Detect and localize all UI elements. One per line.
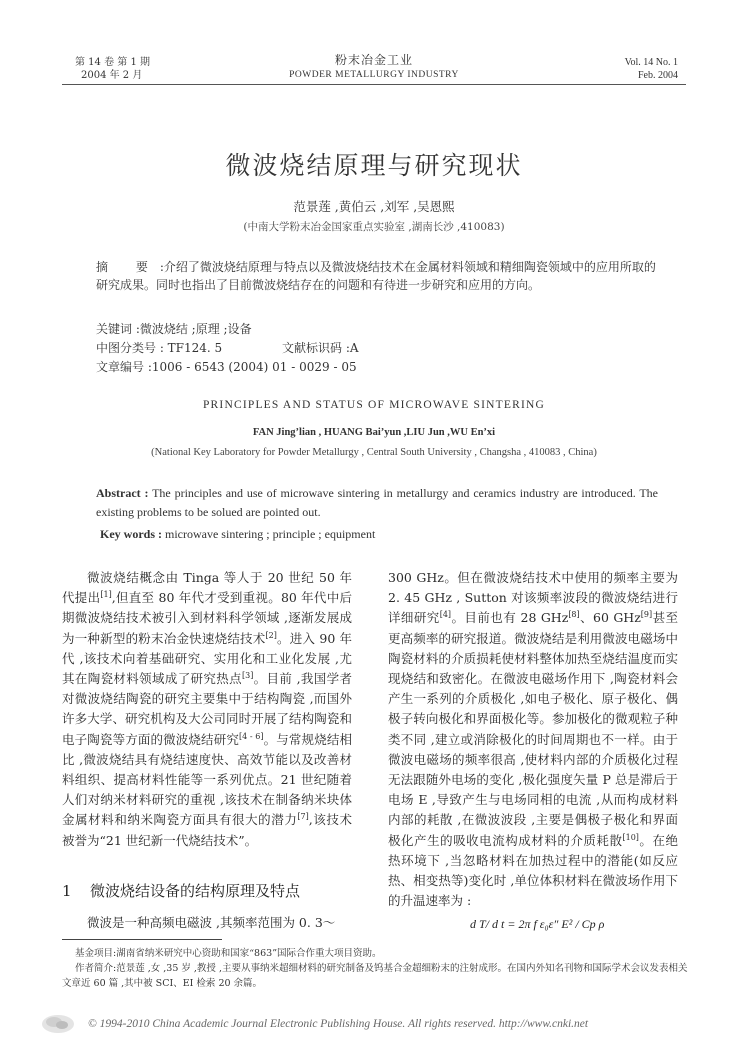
body-left-column [62,568,352,851]
header-rule [62,84,686,85]
journal-name-en: POWDER METALLURGY INDUSTRY [289,70,459,80]
citation: [9] [640,610,653,620]
abstract-cn-label: 摘 要 [96,260,160,274]
citation: [7] [297,812,309,822]
text-run: ,但直至 80 年代才受到重视。80 年代中后期微波烧结技术被引入到材料科学领域 ,逐渐发展成为一种新型的粉末冶金快速烧结技术 [62,590,352,646]
citation: [10] [622,832,639,842]
footnotes [62,946,688,991]
keywords-cn: 关键词 :微波烧结 ;原理 ;设备 [96,322,252,336]
text-run: 。目前 ,我国学者对微波烧结陶瓷的研究主要集中于结构陶瓷 ,而国外许多大学、研究机构及大公司同时开展了结构陶瓷和电子陶瓷等方面的微波烧结研究 [62,671,352,747]
text-run: 、60 GHz [579,610,641,626]
volume-issue: 第 14 卷 第 1 期 [75,57,150,68]
author-bio-note: 作者简介:范景莲 ,女 ,35 岁 ,教授 ,主要从事纳米超细材料的研究制备及钨基合金超细粉末的注射成形。在国内外知名刊物和国际学术会议发表相关文章近 60 篇 ,其中被 SCI、EI 检索 20 余篇。 [62,963,688,989]
text-run: ,该技术被誉为“21 世纪新一代烧结技术”。 [62,812,352,848]
publication-date: 2004 年 2 月 [81,70,143,81]
citation: [4] [439,610,452,620]
text-run: 微波烧结概念由 Tinga 等人于 20 世纪 50 年代提出 [62,570,352,606]
english-affiliation: (National Key Laboratory for Powder Metallurgy , Central South University , Changsha , 410083 , China) [151,447,597,458]
text-run: 。进入 90 年代 ,该技术向着基础研究、实用化和工业化发展 ,尤其在陶瓷材料领域成了研究热点 [62,630,352,687]
abstract-cn-text: :介绍了微波烧结原理与特点以及微波烧结技术在金属材料领域和精细陶瓷领域中的应用所取的研究成果。同时也指出了目前微波烧结存在的问题和有待进一步研究和应用的方向。 [96,260,656,292]
footnote-rule [62,939,222,940]
article-number: 文章编号 :1006 - 6543 (2004) 01 - 0029 - 05 [96,360,357,374]
publication-date-en: Feb. 2004 [638,70,678,81]
text-run: 甚至更高频率的研究报道。微波烧结是利用微波电磁场中陶瓷材料的介质损耗使材料整体加热至烧结温度而实现烧结和致密化。在微波电磁场作用下 ,陶瓷材料会产生一系列的介质极化 ,如电子极化、原子极化、偶极子转向极化和界面极化等。参加极化的微观粒子种类不同 ,建立或消除极化的时间周期也不一样。由于微波电磁场的频率很高 ,使材料内部的介质极化过程无法跟随外电场的变化 ,极化强度矢量 P 总是滞后于电场 E ,导致产生与电场同相的电流 ,从而构成材料内部的耗散 ,在微波波段 ,主要是偶极子极化和界面极化产生的吸收电流构成材料的介质耗散 [388,610,678,848]
body-right-column [388,568,678,911]
author-affiliation: (中南大学粉末冶金国家重点实验室 ,湖南长沙 ,410083) [243,221,505,233]
paper-title: 微波烧结原理与研究现状 [225,151,523,180]
text-run: 。与常规烧结相比 ,微波烧结具有烧结速度快、高效节能以及改善材料组织、提高材料性能等一系列优点。21 世纪随着人们对纳米材料研究的重视 ,该技术在制备纳米块体金属材料和纳米陶瓷方面具有很大的潜力 [62,731,352,828]
text-run: 300 GHz。但在微波烧结技术中使用的频率主要为 2. 45 GHz , Sutton 对该频率波段的微波烧结进行详细研究 [388,570,678,626]
classification-line [96,339,656,357]
journal-volume-info-en [625,56,678,82]
citation: [8] [568,610,580,620]
author-list: 范景莲 ,黄伯云 ,刘军 ,吴恩熙 [293,199,455,214]
english-authors: FAN Jing’lian , HUANG Bai’yun ,LIU Jun ,WU En’xi [252,427,496,438]
text-run: 。目前也有 28 GHz [451,610,569,626]
citation: [3] [241,670,254,680]
section-title: 微波烧结设备的结构原理及特点 [90,882,301,900]
document-code: 文献标识码 :A [282,341,359,355]
principle-paragraph [388,568,678,911]
english-abstract-text: The principles and use of microwave sintering in metallurgy and ceramics industry are introduced. The existing problems to be solued are pointed out. [96,486,659,519]
citation: [1] [100,590,112,600]
heating-rate-formula: d T/ d t = 2π f ε₀ε″ E² / Cp ρ [470,917,605,931]
section-number: 1 [62,882,72,900]
citation: [2] [265,630,277,640]
funding-note: 基金项目:湖南省纳米研究中心资助和国家“863”国际合作重大项目资助。 [75,948,382,959]
english-keywords-label: Key words : [100,527,162,541]
page-footer [40,1012,720,1038]
english-keywords-text: microwave sintering ; principle ; equipment [162,527,376,541]
abstract-cn [96,258,656,294]
cnki-logo-icon [40,1012,76,1034]
english-abstract-label: Abstract : [96,486,149,500]
english-title: PRINCIPLES AND STATUS OF MICROWAVE SINTERING [202,399,546,411]
citation: [4 - 6] [238,731,264,741]
english-keywords [100,527,375,542]
english-abstract [96,484,658,522]
clc-number: 中图分类号 : TF124. 5 [96,341,223,355]
section-heading [62,880,300,901]
intro-paragraph [62,568,352,851]
text-run: 。在绝热环境下 ,当忽略材料在加热过程中的潜能(如反应热、相变热等)变化时 ,单位体积材料在微波场作用下的升温速率为 : [388,832,678,909]
volume-issue-en: Vol. 14 No. 1 [624,57,678,68]
journal-name-cn: 粉末冶金工业 [334,53,413,67]
section-first-line: 微波是一种高频电磁波 ,其频率范围为 0. 3～ [87,915,336,930]
copyright-notice: © 1994-2010 China Academic Journal Electronic Publishing House. All rights reserved. http://www.cnki.net [88,1018,589,1030]
